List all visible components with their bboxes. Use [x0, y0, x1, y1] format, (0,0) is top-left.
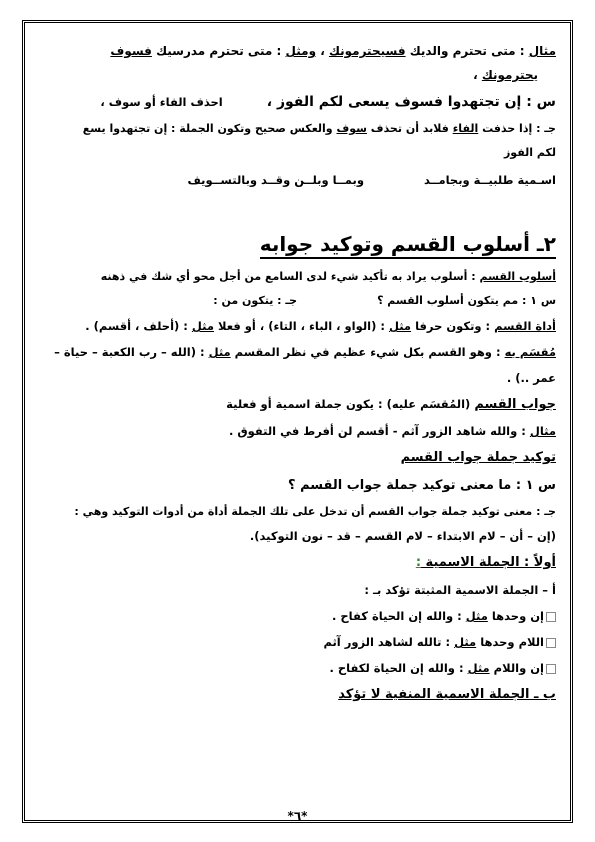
example-label: مثل [467, 661, 490, 675]
example-label: مثال [528, 44, 556, 58]
particles-part-2: وبمــا وبلــن وقــد وبالتســويف [187, 173, 364, 187]
answer-text: والعكس صحيح وتكون الجملة : إن تجتهدوا يسع [82, 122, 337, 135]
list-item [39, 655, 556, 681]
checkbox-icon [546, 612, 556, 622]
example-label: مثل [454, 635, 477, 649]
subtitle-line [39, 444, 556, 471]
list-item [39, 603, 556, 629]
example-text: ، [316, 44, 329, 58]
q2-question-line [39, 471, 556, 500]
page-content [39, 39, 556, 708]
answer-line-2 [39, 141, 556, 165]
question-text: س : إن تجتهدوا فسوف يسعى لكم الفوز ، [266, 94, 556, 110]
answer-underlined: الفاء [452, 122, 479, 135]
example-underlined: يحترمونك [481, 68, 538, 82]
q2-tools: (إن – أن – لام الابتداء – لام القسم – قد – نون التوكيد). [249, 529, 556, 543]
example-line-2 [39, 63, 556, 87]
jawab-example-text: : والله شاهد الزور آثم - أقسم لن أفرط في التفوق . [228, 424, 530, 438]
item-text: : تالله لشاهد الزور آثم [323, 635, 455, 649]
section-title [39, 229, 556, 259]
jawab-line [39, 391, 556, 418]
example-label: مثل [208, 345, 231, 359]
answer-line-1 [39, 117, 556, 141]
page-number: *٦* [287, 809, 308, 823]
q2-tools-line [39, 524, 556, 548]
first-heading [39, 548, 556, 577]
first-heading-colon: : [415, 555, 422, 570]
example-label: مثل [465, 609, 488, 623]
alif-line [39, 577, 556, 603]
particles-part-1: اسـمية طلبيــة وبجامــد [423, 173, 556, 187]
example-label: مثال [529, 424, 556, 438]
answer-text: لكم الفوز [503, 146, 556, 159]
item-text: : والله إن الحياة لكفاح . [329, 661, 468, 675]
q1-question: س ١ : مم يتكون أسلوب القسم ؟ [377, 294, 556, 307]
tool-text: : (الواو ، الباء ، التاء) ، أو فعلا [214, 319, 389, 333]
checkbox-icon [546, 664, 556, 674]
example-label: مثل [191, 319, 214, 333]
tool-text: : (أحلف ، أقسم) . [85, 319, 192, 333]
muqsam-label: مُقسَم به [504, 345, 556, 359]
muqsam-text: عمر ..) . [506, 371, 556, 385]
example-text: : متى تحترم والديك [405, 44, 529, 58]
example-text: : متى تحترم مدرسيك [151, 44, 286, 58]
jawab-text: (المُقسَم عليه) : يكون جملة اسمية أو فعلية [226, 397, 475, 411]
answer-text: جـ : إذا حذفت [478, 122, 556, 135]
ba-line [39, 681, 556, 708]
question-instruction: احذف الفاء أو سوف ، [100, 95, 223, 109]
example-underlined: فسيحترمونك [328, 44, 406, 58]
q2-answer: جـ : معنى توكيد جملة جواب القسم أن تدخل على تلك الجملة أداة من أدوات التوكيد وهي : [74, 505, 556, 518]
alif-text: أ – الجملة الاسمية المثبتة تؤكد بـ : [364, 583, 556, 597]
answer-text: فلابد أن تحذف [366, 122, 453, 135]
list-item [39, 629, 556, 655]
answer-underlined: سوف [336, 122, 367, 135]
item-text: إن وحدها [487, 609, 544, 623]
item-text: : والله إن الحياة كفاح . [332, 609, 466, 623]
muqsam-line-1 [39, 339, 556, 365]
muqsam-text: : وهو القسم بكل شيء عظيم في نظر المقسم [230, 345, 505, 359]
particles-line [39, 165, 556, 195]
item-text: إن واللام [489, 661, 544, 675]
tool-text: : وتكون حرفا [411, 319, 495, 333]
first-heading-text: أولاً : الجملة الاسمية [421, 555, 556, 570]
tool-line [39, 313, 556, 339]
item-text: اللام وحدها [476, 635, 544, 649]
q1-line [39, 289, 556, 313]
question-line [39, 87, 556, 117]
jawab-label: جواب القسم [474, 397, 556, 412]
example-label: ومثل [285, 44, 317, 58]
jawab-example-line [39, 418, 556, 444]
q1-answer: جـ : يتكون من : [213, 294, 298, 307]
definition-line [39, 265, 556, 289]
checkbox-icon [546, 638, 556, 648]
muqsam-line-2 [39, 365, 556, 391]
example-label: مثل [388, 319, 412, 333]
subtitle-text: توكيد جملة جواب القسم [400, 450, 556, 465]
ba-text: ب ـ الجملة الاسمية المنفية لا تؤكد [338, 687, 556, 702]
example-underlined: فسوف [110, 44, 152, 58]
section-title-text: ٢ـ أسلوب القسم وتوكيد جوابه [260, 232, 556, 259]
definition-label: أسلوب القسم [479, 270, 556, 283]
q2-question: س ١ : ما معنى توكيد جملة جواب القسم ؟ [288, 478, 556, 493]
example-line-1 [39, 39, 556, 63]
definition-text: : أسلوب يراد به تأكيد شيء لدى السامع من أجل محو أي شك في ذهنه [100, 270, 480, 283]
q2-answer-line [39, 500, 556, 524]
muqsam-text: : (الله – رب الكعبة – حياة – [54, 345, 209, 359]
page-border [22, 20, 573, 823]
example-text: ، [473, 68, 482, 82]
tool-label: أداة القسم [494, 319, 556, 333]
